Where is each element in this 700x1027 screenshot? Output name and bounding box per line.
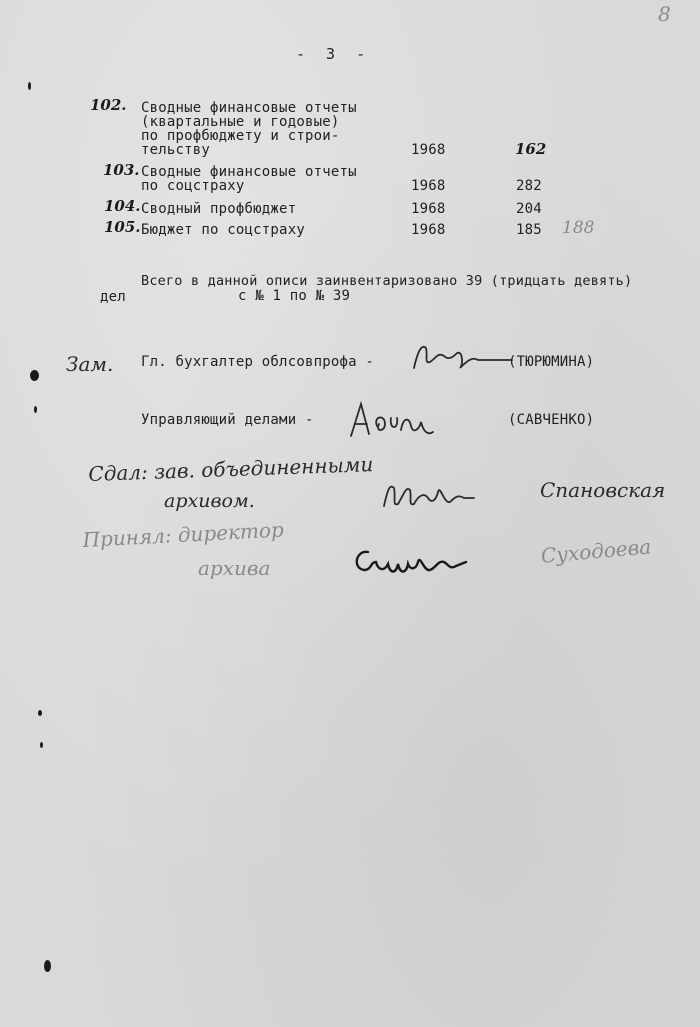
margin-mark — [44, 960, 51, 972]
corner-page-number: 8 — [658, 2, 671, 26]
manager-name: (САВЧЕНКО) — [508, 412, 595, 428]
summary-line: Всего в данной описи заинвентаризовано 39 (тридцать девять) — [141, 273, 633, 289]
handover-received-line2: архива — [198, 556, 271, 580]
archive-director-signature — [346, 540, 474, 584]
manager-title: Управляющий делами - — [141, 412, 314, 428]
row-year: 1968 — [411, 222, 446, 238]
row-sheet-correction: 188 — [562, 218, 595, 238]
row-sheet-count: 162 — [515, 140, 547, 158]
row-title-line: тельству — [141, 142, 211, 158]
row-year: 1968 — [411, 142, 446, 158]
manager-signature — [345, 396, 440, 444]
handover-gave-line1: Сдал: зав. объединенными — [88, 452, 374, 486]
row-year: 1968 — [411, 178, 446, 194]
row-title-line: Сводный профбюджет — [141, 201, 297, 217]
row-title-line: по профбюджету и строи- — [141, 128, 340, 144]
page-marker: - 3 - — [296, 45, 372, 63]
row-sheet-count: 204 — [516, 201, 542, 217]
summary-range: с № 1 по № 39 — [238, 288, 351, 304]
chief-accountant-name: (ТЮРЮМИНА) — [508, 354, 595, 370]
summary-unit: дел — [100, 289, 126, 305]
row-title-line: по соцстраху — [141, 178, 245, 194]
handover-received-name: Суходоева — [540, 534, 653, 568]
row-number: 102. — [90, 96, 127, 114]
row-sheet-count: 185 — [516, 222, 542, 238]
margin-mark — [34, 406, 37, 413]
margin-mark — [40, 742, 43, 748]
row-title-line: Сводные финансовые отчеты — [141, 100, 357, 116]
row-title-line: (квартальные и годовые) — [141, 114, 340, 130]
margin-mark — [38, 710, 42, 716]
row-number: 105. — [104, 218, 141, 236]
handover-received-line1: Принял: директор — [82, 517, 285, 552]
margin-mark — [30, 370, 39, 381]
chief-accountant-signature — [408, 338, 518, 380]
handover-gave-name: Спановская — [540, 478, 666, 502]
deputy-prefix: Зам. — [66, 352, 114, 376]
row-title-line: Бюджет по соцстраху — [141, 222, 305, 238]
archive-head-signature — [378, 474, 493, 514]
row-title-line: Сводные финансовые отчеты — [141, 164, 357, 180]
margin-mark — [28, 82, 31, 90]
row-number: 104. — [104, 197, 141, 215]
row-number: 103. — [103, 161, 140, 179]
row-sheet-count: 282 — [516, 178, 542, 194]
handover-gave-line2: архивом. — [164, 490, 255, 512]
chief-accountant-title: Гл. бухгалтер облсовпрофа - — [141, 354, 374, 370]
row-year: 1968 — [411, 201, 446, 217]
